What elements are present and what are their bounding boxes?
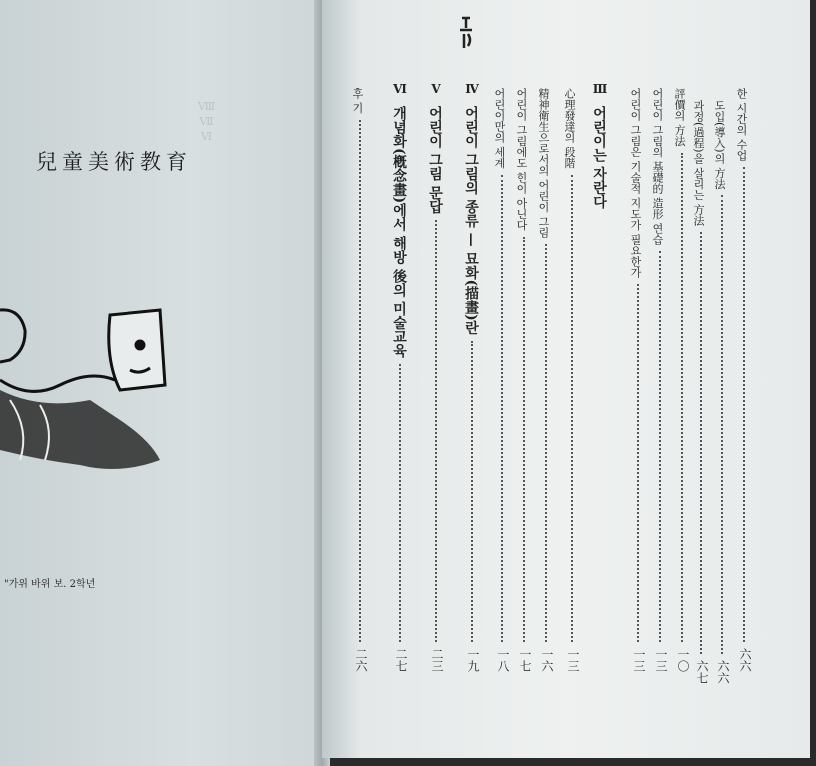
toc-entry xyxy=(672,88,692,672)
chapter-numeral: Ⅲ xyxy=(592,82,608,96)
toc-entry xyxy=(536,88,556,672)
toc-entry-title: 어린이는 자란다 xyxy=(591,106,607,209)
toc-entry xyxy=(514,88,534,672)
toc-page-number: 一〇 xyxy=(676,648,690,672)
toc-entry-title: 한 시간의 수업 xyxy=(735,88,748,161)
toc-entry xyxy=(562,88,582,672)
children-illustration xyxy=(0,290,180,480)
toc-entry-title: 어린이만의 세계 xyxy=(493,88,506,169)
illustration-caption: "가위 바위 보. 2학년 xyxy=(4,579,96,590)
leader-dots xyxy=(681,153,683,643)
toc-page-number: 二六 xyxy=(354,648,368,672)
toc-entry-title: 어린이 그림은 기술적 지도가 필요한가 xyxy=(629,88,642,278)
toc-page-number: 一七 xyxy=(518,648,532,672)
toc-page-number: 二三 xyxy=(430,648,444,672)
toc-entry xyxy=(734,88,754,672)
toc-entry-title: 어린이 그림의 基礎的 造形 연습 xyxy=(651,88,664,245)
toc-entry-title: 評價의 方法 xyxy=(673,88,686,147)
leader-dots xyxy=(637,284,639,642)
leader-dots xyxy=(659,251,661,642)
toc-page-number: 一六 xyxy=(540,648,554,672)
page-number-mark-icon xyxy=(456,14,476,52)
leader-dots xyxy=(435,220,437,642)
toc-page-number: 一三 xyxy=(632,648,646,672)
toc-entry xyxy=(712,100,732,684)
toc-entry xyxy=(350,88,370,672)
leader-dots xyxy=(721,195,723,654)
toc-entry xyxy=(590,82,610,672)
toc-page-number: 一九 xyxy=(466,648,480,672)
toc-page-number: 六六 xyxy=(738,648,752,672)
toc-entry xyxy=(650,88,670,672)
toc-entry xyxy=(691,100,711,684)
leader-dots xyxy=(471,341,473,642)
toc-entry-title: 어린이 그림 문답 xyxy=(427,106,443,214)
toc-page-number: 六六 xyxy=(716,660,730,684)
leader-dots xyxy=(359,120,361,643)
leader-dots xyxy=(523,237,525,643)
leader-dots xyxy=(743,167,745,642)
leader-dots xyxy=(501,175,503,643)
toc-page-number: 一八 xyxy=(496,648,510,672)
leader-dots xyxy=(571,175,573,643)
left-page xyxy=(0,0,322,766)
leader-dots xyxy=(399,364,401,642)
bleed-through-text: ⅧⅦⅥ xyxy=(200,100,213,145)
toc-entry-title: 어린이 그림에도 힌이 아닌다 xyxy=(515,88,528,231)
chapter-numeral: Ⅳ xyxy=(465,82,479,96)
toc-entry-title: 精神衛生으로서의 어린이 그림 xyxy=(537,88,550,238)
toc-entry-title: 心理發達의 段階 xyxy=(563,88,576,169)
toc-entry-title: 과정(過程)을 살리는 方法 xyxy=(692,100,705,226)
toc-entry xyxy=(492,88,512,672)
toc-page-number: 一三 xyxy=(654,648,668,672)
chapter-numeral: Ⅵ xyxy=(393,82,407,96)
toc-entry-title: 도입(導入)의 方法 xyxy=(713,100,726,190)
toc-page-number: 二七 xyxy=(394,648,408,672)
toc-entry xyxy=(462,82,482,672)
toc-entry-title: 어린이 그림의 종류 — 묘화(描畫)란 xyxy=(463,106,479,335)
toc-entry-title: 개념화(槪念畫)에서 해방 後의 미술교육 xyxy=(391,106,407,358)
toc-entry xyxy=(426,82,446,672)
toc-entry-title: 후 기 xyxy=(351,88,364,114)
toc-page-number: 一三 xyxy=(566,648,580,672)
leader-dots xyxy=(545,244,547,642)
leader-dots xyxy=(700,232,702,654)
book-title: 兒童美術教育 xyxy=(36,150,192,174)
chapter-numeral: Ⅴ xyxy=(431,82,441,96)
toc-entry xyxy=(390,82,410,672)
toc-entry xyxy=(628,88,648,672)
toc-page-number: 六七 xyxy=(695,660,709,684)
